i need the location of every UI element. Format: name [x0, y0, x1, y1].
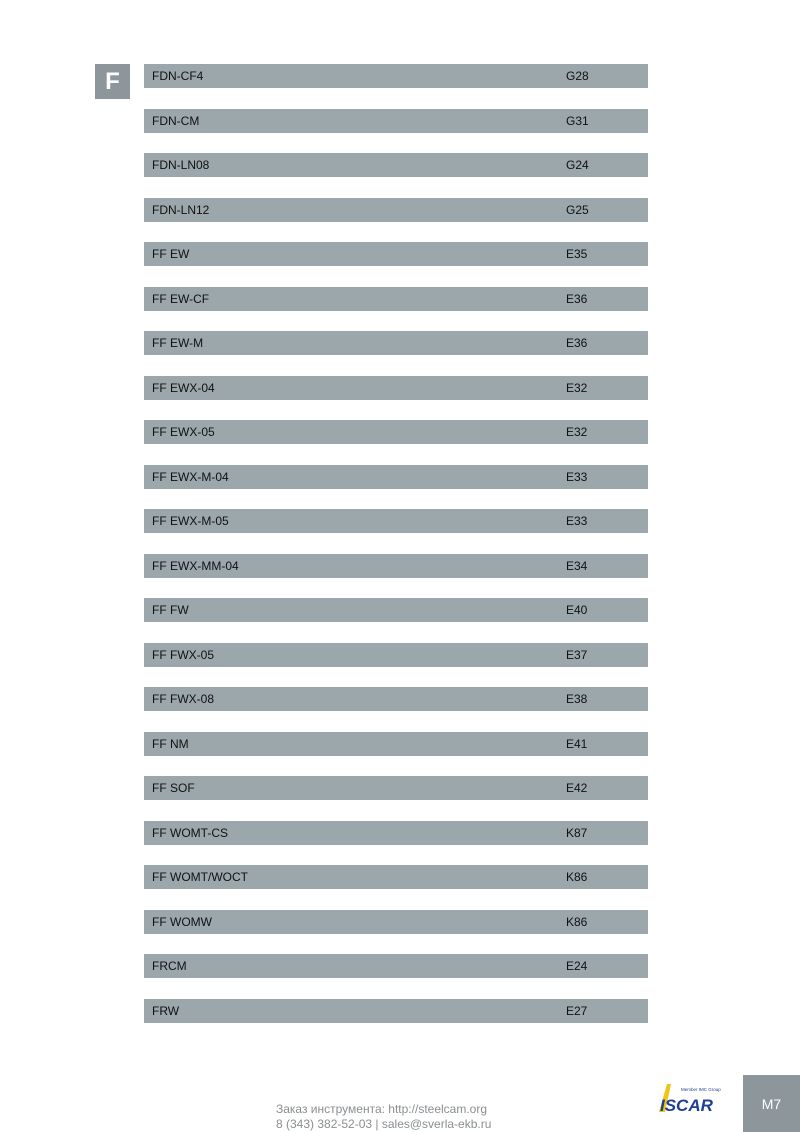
- row-code: FDN-CF4: [152, 69, 204, 83]
- row-code: FDN-LN08: [152, 158, 210, 172]
- index-row: [144, 198, 648, 222]
- row-code: FF EWX-05: [152, 425, 215, 439]
- index-row: [144, 999, 648, 1023]
- index-row: [144, 420, 648, 444]
- row-page-ref: E41: [566, 736, 588, 751]
- row-code: FRW: [152, 1003, 180, 1018]
- row-code: FF EW-M: [152, 336, 204, 350]
- row-page-ref: G25: [566, 202, 589, 217]
- index-row: [144, 821, 648, 845]
- row-code: FF EWX-M-05: [152, 514, 229, 528]
- row-page-ref: E36: [566, 291, 588, 306]
- index-row: [144, 509, 648, 533]
- row-page-ref: E32: [566, 380, 588, 395]
- row-code: FF WOMT/WOCT: [152, 870, 248, 884]
- index-row: [144, 64, 648, 88]
- row-code: FF EWX-04: [152, 380, 215, 395]
- row-code: FF FWX-05: [152, 647, 214, 662]
- index-row: [144, 554, 648, 578]
- row-page-ref: G28: [566, 69, 589, 83]
- index-row: [144, 109, 648, 133]
- row-code: FF EW-CF: [152, 291, 210, 306]
- page-number-tab: M7: [743, 1075, 800, 1132]
- logo-wordmark: ISCAR: [660, 1096, 713, 1115]
- row-page-ref: E38: [566, 692, 588, 706]
- index-row: [144, 287, 648, 311]
- index-row: [144, 153, 648, 177]
- row-page-ref: E42: [566, 781, 588, 795]
- row-page-ref: E40: [566, 603, 588, 617]
- index-row: [144, 776, 648, 800]
- row-page-ref: E32: [566, 425, 588, 439]
- row-code: FF EWX-MM-04: [152, 558, 239, 573]
- row-page-ref: K86: [566, 870, 588, 884]
- row-page-ref: E35: [566, 247, 588, 261]
- index-row: [144, 242, 648, 266]
- row-page-ref: G24: [566, 158, 589, 172]
- row-page-ref: K86: [566, 914, 588, 929]
- row-code: FRCM: [152, 959, 187, 973]
- row-page-ref: G31: [566, 113, 589, 128]
- index-row: [144, 687, 648, 711]
- index-row: [144, 865, 648, 889]
- section-letter-badge: F: [95, 64, 130, 99]
- index-row: [144, 910, 648, 934]
- index-row: [144, 954, 648, 978]
- row-code: FF WOMT-CS: [152, 825, 228, 840]
- row-page-ref: E27: [566, 1003, 588, 1018]
- footer-contact: [276, 1102, 491, 1132]
- footer-order-link[interactable]: Заказ инструмента: http://steelcam.org: [276, 1102, 488, 1116]
- index-row: [144, 732, 648, 756]
- row-page-ref: K87: [566, 825, 588, 840]
- row-code: FF NM: [152, 736, 189, 751]
- row-page-ref: E33: [566, 469, 588, 484]
- row-code: FDN-CM: [152, 113, 200, 128]
- index-row: [144, 465, 648, 489]
- row-code: FDN-LN12: [152, 202, 210, 217]
- row-code: FF FWX-08: [152, 692, 214, 706]
- row-page-ref: E36: [566, 336, 588, 350]
- row-code: FF FW: [152, 603, 189, 617]
- row-code: FF EW: [152, 247, 190, 261]
- row-code: FF EWX-M-04: [152, 469, 229, 484]
- row-code: FF SOF: [152, 781, 195, 795]
- row-page-ref: E34: [566, 558, 588, 573]
- footer-phone-email[interactable]: 8 (343) 382-52-03 | sales@sverla-ekb.ru: [276, 1117, 492, 1131]
- index-row: [144, 643, 648, 667]
- index-row: [144, 598, 648, 622]
- index-row: [144, 331, 648, 355]
- index-row: [144, 376, 648, 400]
- row-code: FF WOMW: [152, 914, 212, 929]
- row-page-ref: E37: [566, 647, 588, 662]
- row-page-ref: E24: [566, 959, 588, 973]
- index-list: [144, 64, 648, 1043]
- row-page-ref: E33: [566, 514, 588, 528]
- logo-tagline: Member IMC Group: [681, 1087, 721, 1092]
- iscar-logo: [657, 1082, 727, 1116]
